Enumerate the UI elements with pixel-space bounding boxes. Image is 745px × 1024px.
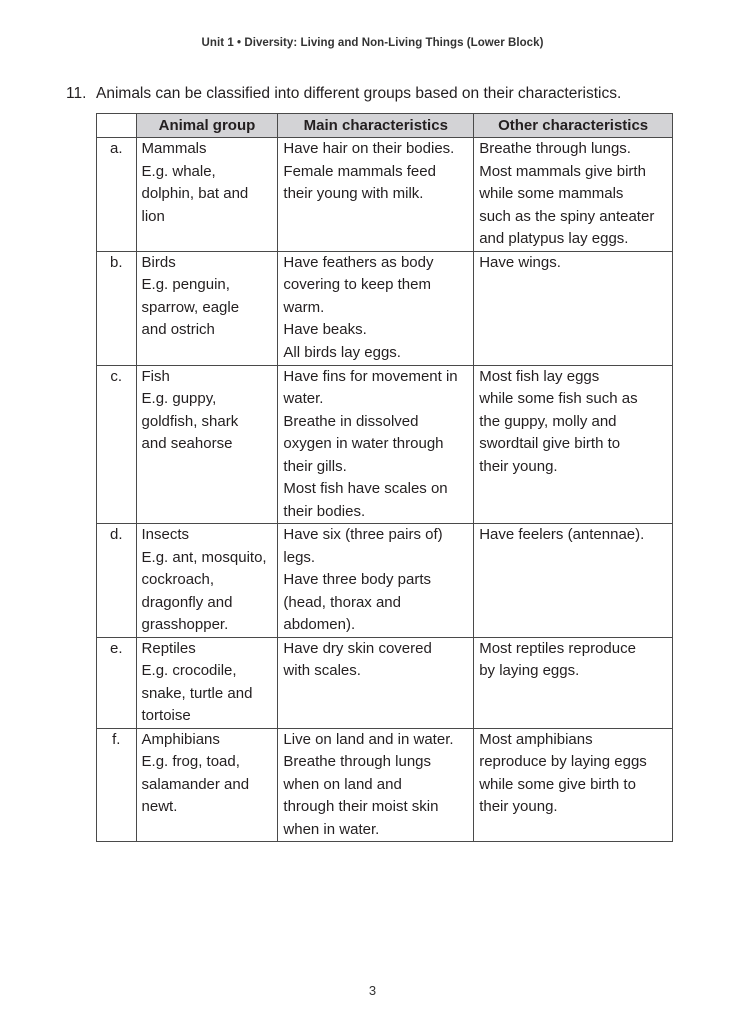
animal-classification-table [96, 113, 673, 842]
question-number: 11. [66, 85, 87, 102]
animal-group-cell [136, 365, 278, 524]
cell-line: Have fins for movement in [283, 367, 458, 385]
question-text: Animals can be classified into different groups based on their characteristics. [96, 85, 622, 102]
table-row [97, 138, 673, 252]
table-row [97, 728, 673, 842]
animal-group-cell [136, 251, 278, 365]
animal-group-cell [136, 524, 278, 638]
cell-line: while some fish such as [479, 390, 638, 407]
cell-line: snake, turtle and [141, 684, 253, 702]
table-header-row [97, 114, 673, 138]
cell-line: E.g. whale, [141, 162, 216, 180]
table-row [97, 637, 673, 728]
cell-line: their gills. [283, 457, 347, 475]
cell-line: All birds lay eggs. [283, 343, 401, 361]
cell-line: E.g. frog, toad, [141, 753, 240, 770]
table-row [97, 251, 673, 365]
cell-line: Birds [141, 253, 176, 271]
cell-line: and platypus lay eggs. [479, 230, 629, 247]
cell-line: legs. [283, 548, 316, 566]
cell-line: covering to keep them [283, 276, 431, 293]
cell-line: water. [283, 390, 324, 407]
cell-line: newt. [141, 798, 178, 815]
table-row [97, 524, 673, 638]
header-blank [97, 114, 137, 138]
cell-line: their bodies. [283, 502, 366, 520]
cell-line: E.g. ant, mosquito, [141, 548, 267, 566]
cell-line: lion [141, 207, 165, 225]
cell-line: Have beaks. [283, 321, 367, 338]
cell-line: with scales. [283, 662, 361, 679]
cell-line: sparrow, eagle [141, 298, 240, 316]
running-head: Unit 1 • Diversity: Living and Non-Living Things (Lower Block) [201, 37, 544, 49]
cell-line: when in water. [283, 820, 380, 838]
main-characteristics-cell [278, 365, 474, 524]
cell-line: E.g. guppy, [141, 390, 217, 407]
cell-line: their young. [479, 457, 558, 475]
main-characteristics-cell [278, 637, 474, 728]
cell-line: Live on land and in water. [283, 730, 454, 748]
cell-line: Have three body parts [283, 571, 431, 588]
header-other-characteristics: Other characteristics [474, 114, 673, 138]
table-row [97, 365, 673, 524]
main-characteristics-cell [278, 728, 474, 842]
other-characteristics-cell [474, 728, 673, 842]
cell-line: while some mammals [479, 185, 624, 202]
cell-line: E.g. penguin, [141, 276, 230, 293]
cell-line: goldfish, shark [141, 412, 239, 430]
cell-line: Breathe through lungs. [479, 140, 631, 157]
page-number: 3 [368, 983, 377, 998]
cell-line: when on land and [283, 775, 402, 793]
cell-line: their young. [479, 798, 558, 815]
cell-line: oxygen in water through [283, 435, 444, 452]
cell-line: grasshopper. [141, 616, 229, 633]
cell-line: Breathe through lungs [283, 753, 432, 770]
cell-line: Have dry skin covered [283, 639, 432, 657]
row-label: b. [97, 251, 137, 365]
cell-line: dragonfly and [141, 593, 233, 611]
cell-line: Have six (three pairs of) [283, 526, 443, 543]
cell-line: Have wings. [479, 253, 561, 271]
cell-line: Most reptiles reproduce [479, 639, 636, 657]
cell-line: tortoise [141, 707, 191, 724]
cell-line: Have hair on their bodies. [283, 140, 455, 157]
cell-line: such as the spiny anteater [479, 207, 655, 225]
row-label: c. [97, 365, 137, 524]
cell-line: cockroach, [141, 571, 215, 588]
row-label: e. [97, 637, 137, 728]
cell-line: and seahorse [141, 435, 233, 452]
cell-line: through their moist skin [283, 798, 439, 815]
cell-line: Most mammals give birth [479, 162, 646, 180]
header-animal-group: Animal group [136, 114, 278, 138]
cell-line: Insects [141, 526, 190, 543]
cell-line: dolphin, bat and [141, 185, 249, 202]
cell-line: salamander and [141, 775, 250, 793]
cell-line: swordtail give birth to [479, 435, 621, 452]
row-label: d. [97, 524, 137, 638]
cell-line: reproduce by laying eggs [479, 753, 647, 770]
animal-group-cell [136, 138, 278, 252]
cell-line: Have feelers (antennae). [479, 526, 645, 543]
question-11 [66, 85, 621, 103]
cell-line: E.g. crocodile, [141, 662, 237, 679]
cell-line: Reptiles [141, 639, 196, 657]
other-characteristics-cell [474, 251, 673, 365]
other-characteristics-cell [474, 637, 673, 728]
main-characteristics-cell [278, 138, 474, 252]
cell-line: Breathe in dissolved [283, 412, 419, 430]
cell-line: Most amphibians [479, 730, 593, 748]
row-label: f. [97, 728, 137, 842]
cell-line: the guppy, molly and [479, 412, 617, 430]
cell-line: and ostrich [141, 321, 215, 338]
cell-line: Have feathers as body [283, 253, 434, 271]
cell-line: Most fish lay eggs [479, 367, 600, 385]
cell-line: Most fish have scales on [283, 480, 448, 497]
row-label: a. [97, 138, 137, 252]
animal-group-cell [136, 728, 278, 842]
cell-line: Mammals [141, 140, 207, 157]
main-characteristics-cell [278, 524, 474, 638]
cell-line: their young with milk. [283, 185, 424, 202]
other-characteristics-cell [474, 138, 673, 252]
cell-line: (head, thorax and [283, 593, 401, 611]
cell-line: abdomen). [283, 616, 356, 633]
cell-line: while some give birth to [479, 775, 636, 793]
cell-line: Fish [141, 367, 170, 385]
header-main-characteristics: Main characteristics [278, 114, 474, 138]
animal-group-cell [136, 637, 278, 728]
other-characteristics-cell [474, 365, 673, 524]
cell-line: Amphibians [141, 730, 220, 748]
other-characteristics-cell [474, 524, 673, 638]
main-characteristics-cell [278, 251, 474, 365]
cell-line: Female mammals feed [283, 162, 436, 180]
cell-line: by laying eggs. [479, 662, 580, 679]
cell-line: warm. [283, 298, 325, 316]
